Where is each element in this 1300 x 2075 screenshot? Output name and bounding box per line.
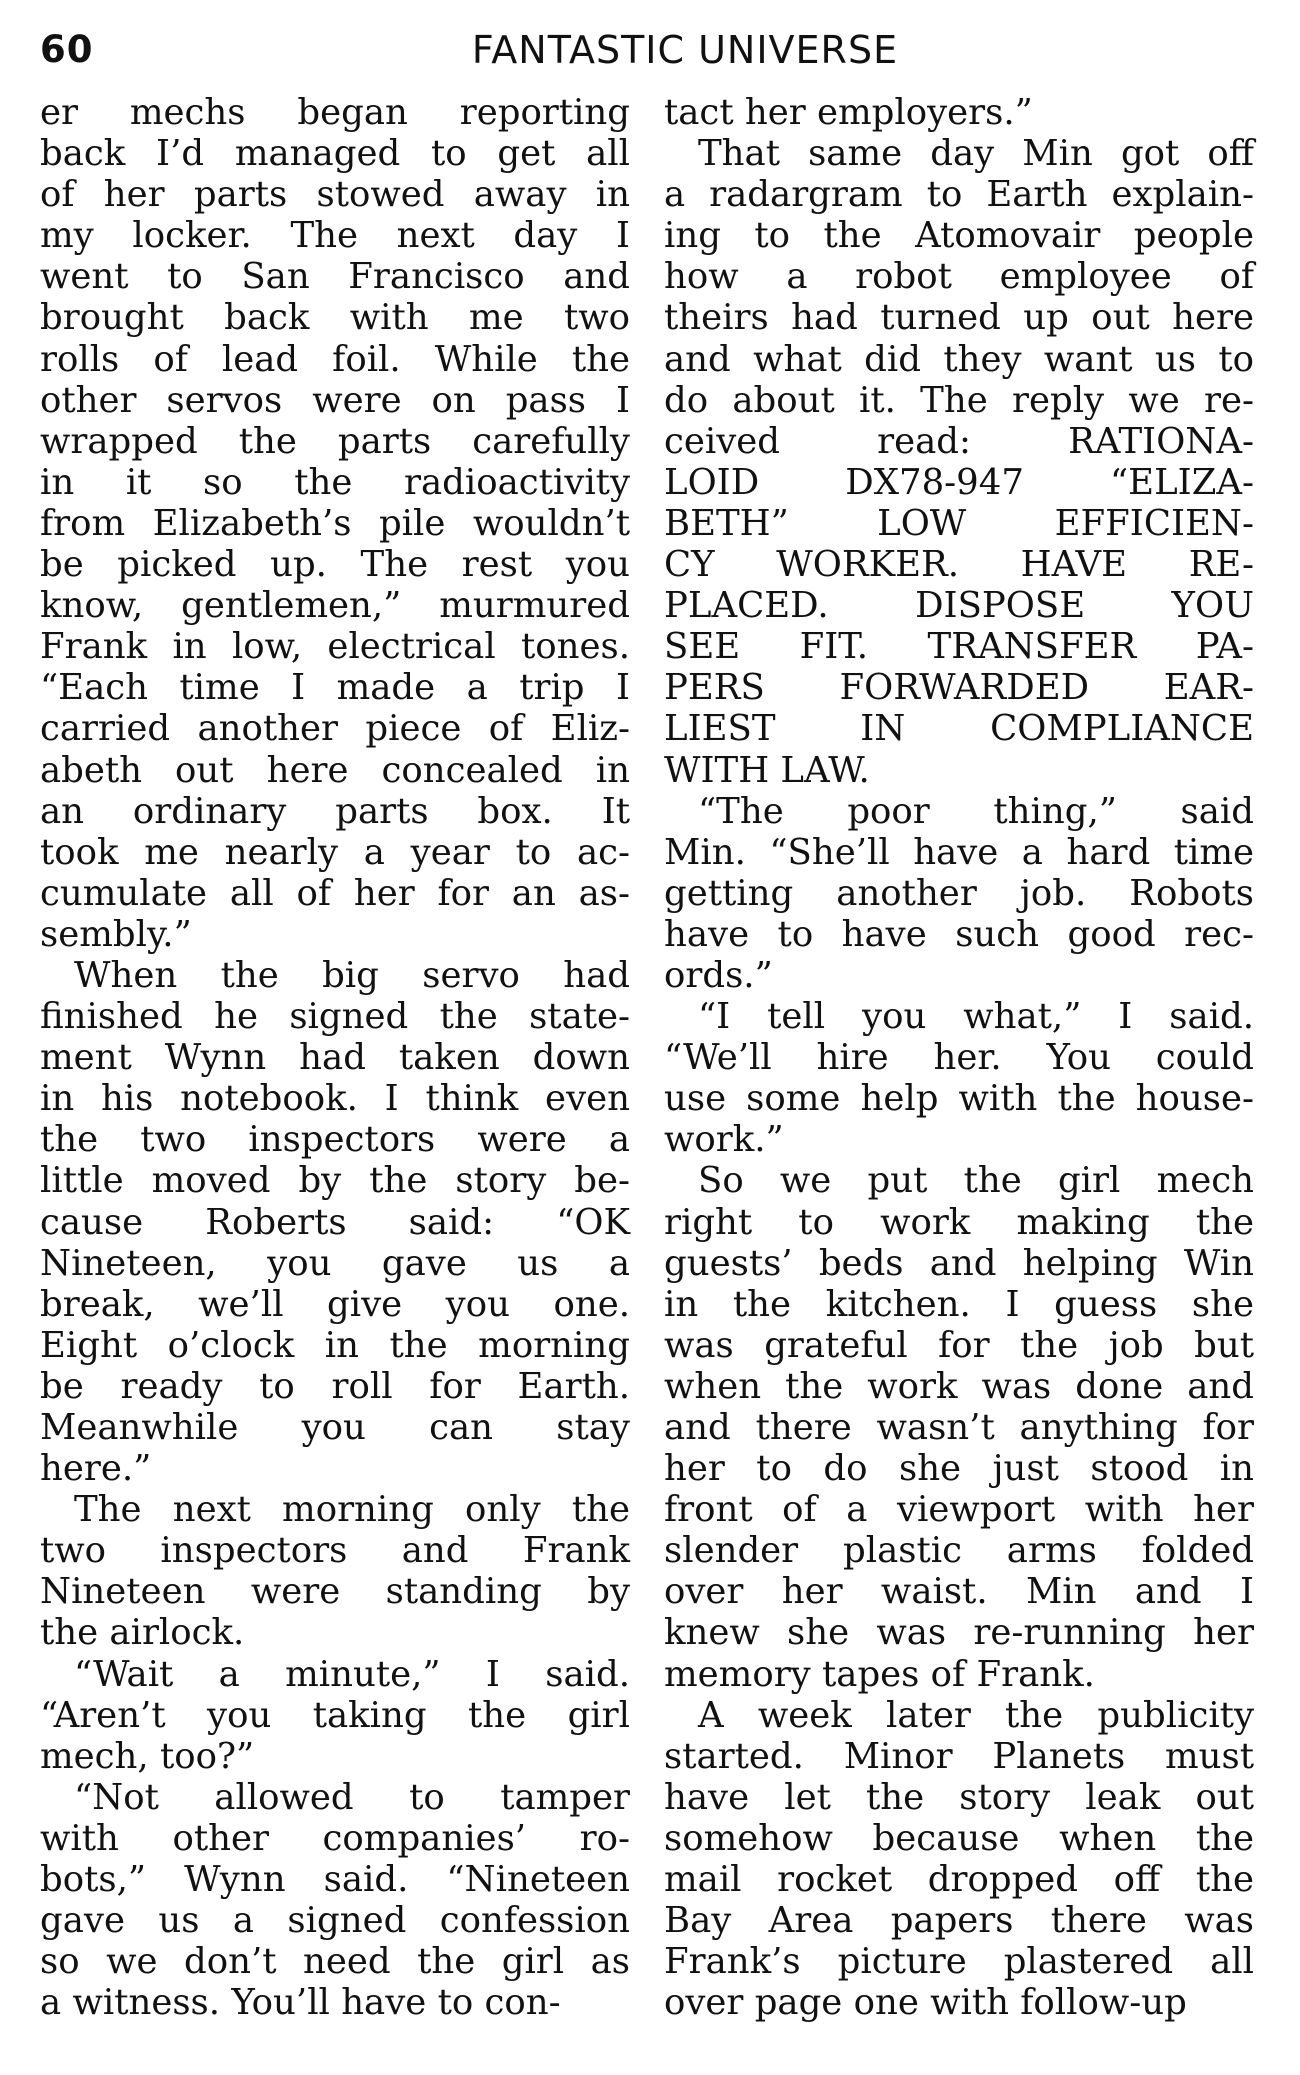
- text-line: little moved by the story be-: [40, 1160, 630, 1202]
- text-line: use some help with the house-: [664, 1078, 1254, 1120]
- text-line: a witness. You’ll have to con-: [40, 1982, 561, 2024]
- text-line: guests’ beds and helping Win: [664, 1242, 1254, 1284]
- text-line: and there wasn’t anything for: [664, 1407, 1254, 1448]
- text-line: ing to the Atomovair people: [664, 215, 1254, 257]
- text-line: carried another piece of Eliz-: [40, 708, 630, 750]
- text-line: memory tapes of Frank.: [664, 1653, 1095, 1695]
- text-line: two inspectors and Frank: [40, 1530, 630, 1572]
- text-line: ceived read: RATIONA-: [664, 420, 1254, 462]
- text-line: Eight o’clock in the morning: [40, 1324, 630, 1366]
- text-line: A week later the publicity: [698, 1694, 1254, 1736]
- text-line: mech, too?”: [40, 1735, 255, 1777]
- text-line: “The poor thing,” said: [698, 790, 1254, 832]
- text-line: the two inspectors were a: [40, 1119, 630, 1161]
- text-line: front of a viewport with her: [664, 1489, 1254, 1531]
- text-line: getting another job. Robots: [664, 872, 1254, 914]
- text-line: “Not allowed to tamper: [74, 1776, 630, 1818]
- text-line: how a robot employee of: [664, 256, 1254, 298]
- text-line: the airlock.: [40, 1612, 245, 1654]
- text-line: started. Minor Planets must: [664, 1735, 1254, 1777]
- text-line: was grateful for the job but: [664, 1324, 1254, 1366]
- text-line: work.”: [664, 1119, 784, 1161]
- text-line: of her parts stowed away in: [40, 174, 630, 216]
- text-line: have to have such good rec-: [664, 913, 1254, 955]
- text-line: an ordinary parts box. It: [40, 790, 630, 832]
- text-line: Bay Area papers there was: [664, 1900, 1254, 1942]
- text-line: cumulate all of her for an as-: [40, 872, 630, 914]
- text-line: LIEST IN COMPLIANCE: [664, 708, 1254, 750]
- text-line: BETH” LOW EFFICIEN-: [664, 502, 1254, 544]
- text-line: The next morning only the: [74, 1489, 630, 1531]
- text-line: ords.”: [664, 954, 773, 996]
- text-line: here.”: [40, 1448, 152, 1490]
- text-line: do about it. The reply we re-: [664, 379, 1254, 421]
- text-line: back I’d managed to get all: [40, 133, 630, 175]
- text-line: and what did they want us to: [664, 338, 1254, 380]
- text-line: theirs had turned up out here: [664, 297, 1254, 339]
- text-line: So we put the girl mech: [698, 1160, 1254, 1202]
- page-header: [40, 28, 1260, 80]
- text-line: finished he signed the state-: [40, 996, 630, 1038]
- text-line: be picked up. The rest you: [40, 544, 630, 586]
- text-line: be ready to roll for Earth.: [40, 1365, 630, 1407]
- text-line: rolls of lead foil. While the: [40, 338, 630, 380]
- text-line: cause Roberts said: “OK: [40, 1201, 630, 1243]
- text-line: When the big servo had: [74, 954, 630, 996]
- text-line: brought back with me two: [40, 297, 630, 339]
- text-line: know, gentlemen,” murmured: [40, 585, 630, 627]
- text-line: gave us a signed confession: [40, 1900, 630, 1942]
- text-line: PERS FORWARDED EAR-: [664, 667, 1254, 709]
- text-line: somehow because when the: [664, 1817, 1254, 1859]
- running-head: FANTASTIC UNIVERSE: [471, 28, 899, 72]
- text-line: have let the story leak out: [664, 1776, 1254, 1818]
- text-line: That same day Min got off: [698, 133, 1254, 175]
- text-line: took me nearly a year to ac-: [40, 831, 630, 873]
- text-line: er mechs began reporting: [40, 92, 630, 133]
- text-line: her to do she just stood in: [664, 1448, 1254, 1490]
- text-line: PLACED. DISPOSE YOU: [664, 585, 1254, 627]
- text-line: my locker. The next day I: [40, 215, 630, 257]
- text-line: Nineteen were standing by: [40, 1571, 630, 1613]
- text-line: over her waist. Min and I: [664, 1571, 1254, 1613]
- text-line: over page one with follow-up: [664, 1982, 1187, 2024]
- text-line: Min. “She’ll have a hard time: [664, 831, 1254, 873]
- text-line: “I tell you what,” I said.: [698, 996, 1254, 1038]
- text-line: “Aren’t you taking the girl: [40, 1694, 630, 1736]
- text-line: “We’ll hire her. You could: [664, 1037, 1254, 1079]
- text-line: SEE FIT. TRANSFER PA-: [664, 626, 1254, 668]
- text-line: in the kitchen. I guess she: [664, 1283, 1254, 1325]
- text-line: Frank’s picture plastered all: [664, 1941, 1254, 1983]
- right-text-column: [664, 92, 1254, 2023]
- text-line: “Wait a minute,” I said.: [74, 1653, 630, 1695]
- text-line: went to San Francisco and: [40, 256, 630, 298]
- text-line: CY WORKER. HAVE RE-: [664, 544, 1254, 586]
- text-line: LOID DX78-947 “ELIZA-: [664, 461, 1254, 503]
- text-line: Nineteen, you gave us a: [40, 1242, 630, 1284]
- text-line: sembly.”: [40, 913, 192, 955]
- text-line: other servos were on pass I: [40, 379, 630, 421]
- text-line: break, we’ll give you one.: [40, 1283, 630, 1325]
- text-line: Frank in low, electrical tones.: [40, 626, 630, 668]
- text-line: in his notebook. I think even: [40, 1078, 630, 1120]
- text-line: from Elizabeth’s pile wouldn’t: [40, 502, 630, 544]
- text-line: right to work making the: [664, 1201, 1254, 1243]
- page-number: 60: [40, 28, 94, 71]
- text-line: in it so the radioactivity: [40, 461, 630, 503]
- text-line: “Each time I made a trip I: [40, 667, 630, 709]
- text-line: a radargram to Earth explain-: [664, 174, 1254, 216]
- text-line: so we don’t need the girl as: [40, 1941, 630, 1983]
- text-line: when the work was done and: [664, 1365, 1254, 1407]
- text-line: bots,” Wynn said. “Nineteen: [40, 1859, 630, 1901]
- text-line: slender plastic arms folded: [664, 1530, 1254, 1572]
- text-line: abeth out here concealed in: [40, 749, 630, 791]
- text-line: with other companies’ ro-: [40, 1817, 630, 1859]
- text-line: tact her employers.”: [664, 92, 1033, 133]
- text-line: WITH LAW.: [664, 749, 870, 791]
- text-line: Meanwhile you can stay: [40, 1407, 630, 1448]
- left-text-column: [40, 92, 630, 2023]
- text-line: ment Wynn had taken down: [40, 1037, 630, 1079]
- text-line: mail rocket dropped off the: [664, 1859, 1254, 1901]
- text-line: wrapped the parts carefully: [40, 420, 630, 462]
- text-line: knew she was re-running her: [664, 1612, 1254, 1654]
